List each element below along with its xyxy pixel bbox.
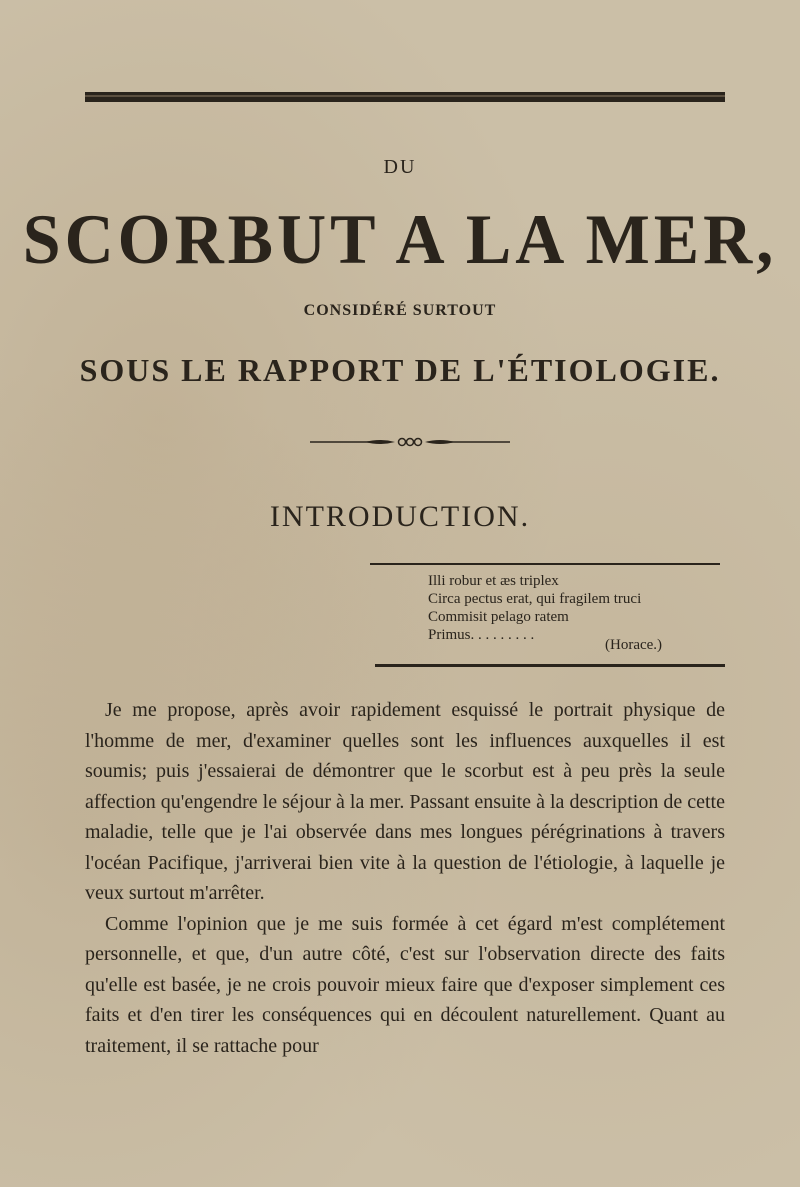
paragraph: Je me propose, après avoir rapidement esquissé le portrait physique de l'homme de mer, d'examiner quelles sont les influences auxquelles il est soumis; puis j'essaierai de démontrer que le scorbut est à peu près la seule affection qu'engendre le séjour à la mer. Passant ensuite à la description de cette maladie, telle que je l'ai observée dans mes longues pérégrinations à travers l'océan Pacifique, j'arriverai bien vite à la question de l'étiologie, à laquelle je veux surtout m'arrêter. <box>85 699 725 904</box>
ornament-divider <box>310 434 510 450</box>
section-heading: INTRODUCTION. <box>269 500 531 533</box>
epigraph-bottom-rule <box>375 664 725 667</box>
epigraph <box>428 572 728 644</box>
epigraph-line: Circa pectus erat, qui fragilem truci <box>428 591 642 607</box>
epigraph-line: Illi robur et æs triplex <box>428 573 559 589</box>
paragraph: Comme l'opinion que je me suis formée à cet égard m'est complétement personnelle, et que, d'un autre côté, c'est sur l'observation directe des faits qu'elle est basée, je ne crois pouvoir mieux faire que d'exposer simplement ces faits et d'en tirer les conséquences qui en découlent naturellement. Quant au traitement, il se rattache pour <box>85 912 725 1057</box>
body-text <box>85 695 725 1061</box>
main-title: SCORBUT A LA MER, <box>22 199 778 279</box>
top-decorative-rule <box>85 88 725 106</box>
subtitle-considere: CONSIDÉRÉ SURTOUT <box>303 302 497 319</box>
epigraph-top-rule <box>370 563 720 565</box>
epigraph-attribution: (Horace.) <box>605 637 663 653</box>
epigraph-line: Commisit pelago ratem <box>428 609 569 625</box>
subtitle-etiologie: SOUS LE RAPPORT DE L'ÉTIOLOGIE. <box>79 352 721 388</box>
title-prefix: DU <box>383 156 417 178</box>
epigraph-line: Primus. . . . . . . . . <box>428 627 535 643</box>
